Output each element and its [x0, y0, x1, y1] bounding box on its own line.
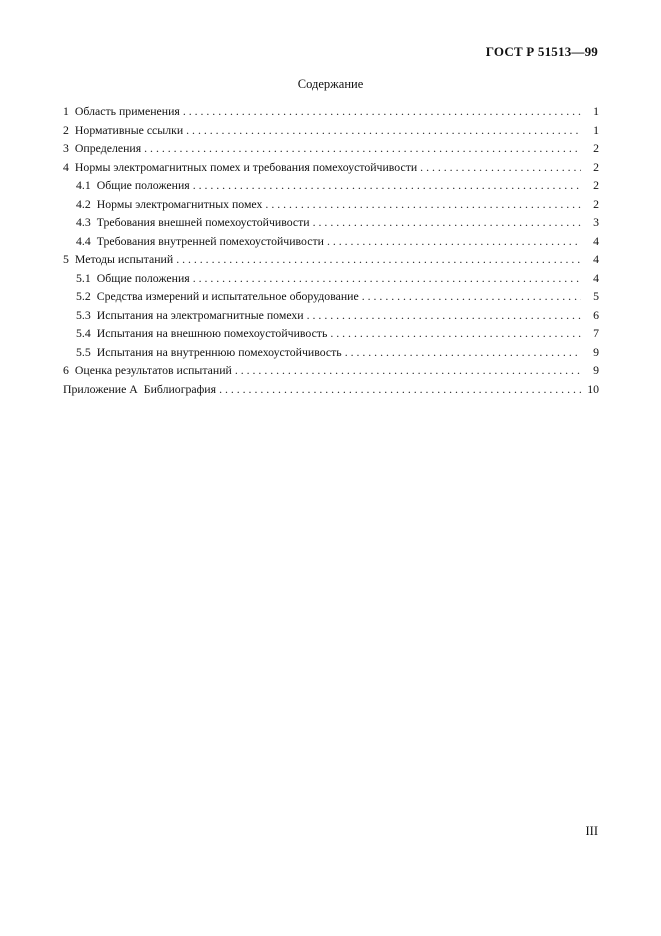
document-code: ГОСТ Р 51513—99 — [485, 44, 598, 59]
toc-leader-dots — [420, 158, 581, 177]
toc-entry-label: Общие положения — [96, 178, 190, 192]
toc-leader-dots — [307, 306, 581, 325]
toc-entry-number: 5 — [63, 252, 69, 266]
toc-subentry[interactable] — [63, 324, 599, 343]
toc-entry-label: Определения — [74, 141, 142, 155]
toc-entry-page: 4 — [593, 252, 599, 266]
toc-entry-label: Нормы электромагнитных помех и требования помехоустойчивости — [74, 159, 418, 174]
toc-entry-page: 1 — [593, 104, 599, 118]
toc-entry-page: 4 — [593, 270, 599, 285]
toc-entry-label: Требования внутренней помехоустойчивости — [96, 233, 324, 248]
page-number: III — [585, 824, 598, 838]
toc-leader-dots — [362, 287, 581, 306]
toc-entry[interactable] — [63, 139, 599, 158]
toc-entry-label: Средства измерений и испытательное оборудование — [96, 289, 359, 303]
toc-subentry[interactable] — [63, 213, 599, 232]
toc-entry-page: 9 — [593, 344, 599, 359]
toc-entry-number: 5.5 — [76, 344, 91, 359]
toc-entry-appendix[interactable] — [63, 380, 599, 399]
toc-leader-dots — [219, 380, 581, 399]
toc-leader-dots — [193, 176, 581, 195]
toc-subentry[interactable] — [63, 195, 599, 214]
toc-entry-page: 2 — [593, 159, 599, 174]
toc-entry-number: 4.3 — [76, 215, 91, 229]
toc-entry-label: Библиография — [143, 381, 217, 396]
toc-entry-label: Нормы электромагнитных помех — [96, 196, 263, 211]
toc-entry-label: Общие положения — [96, 270, 190, 285]
toc-leader-dots — [183, 102, 581, 121]
toc-entry-page: 4 — [593, 233, 599, 248]
toc-entry-page: 2 — [593, 196, 599, 211]
toc-entry-number: 6 — [63, 363, 69, 377]
toc-leader-dots — [144, 139, 581, 158]
toc-entry-number: 3 — [63, 141, 69, 155]
toc-subentry[interactable] — [63, 343, 599, 362]
toc-entry-label: Испытания на внутреннюю помехоустойчивость — [96, 344, 342, 359]
toc-entry-number: 4.1 — [76, 178, 91, 192]
toc-leader-dots — [176, 250, 581, 269]
toc-entry-page: 10 — [587, 381, 599, 396]
toc-entry-label: Требования внешней помехоустойчивости — [96, 215, 310, 229]
toc-entry-page: 1 — [593, 122, 599, 137]
toc-entry-label: Оценка результатов испытаний — [74, 363, 232, 377]
toc-entry-number: 4.4 — [76, 233, 91, 248]
toc-entry-page: 7 — [593, 326, 599, 340]
toc-leader-dots — [313, 213, 581, 232]
toc-leader-dots — [345, 343, 581, 362]
toc-entry-page: 9 — [593, 363, 599, 377]
toc-entry-label: Область применения — [74, 104, 180, 118]
toc-entry-page: 6 — [593, 307, 599, 322]
toc-entry-page: 5 — [593, 289, 599, 303]
toc-leader-dots — [235, 361, 581, 380]
toc-entry-number: 4 — [63, 159, 69, 174]
toc-subentry[interactable] — [63, 287, 599, 306]
toc-leader-dots — [327, 232, 581, 251]
toc-entry-number: 2 — [63, 122, 69, 137]
toc-entry-number: 5.3 — [76, 307, 91, 322]
toc-entry-number: 5.1 — [76, 270, 91, 285]
toc-entry-label: Испытания на электромагнитные помехи — [96, 307, 304, 322]
toc-entry[interactable] — [63, 250, 599, 269]
toc-entry-label: Испытания на внешнюю помехоустойчивость — [96, 326, 328, 340]
toc-entry-number: 5.2 — [76, 289, 91, 303]
toc-entry[interactable] — [63, 102, 599, 121]
toc-leader-dots — [265, 195, 581, 214]
toc-entry-page: 3 — [593, 215, 599, 229]
toc-subentry[interactable] — [63, 269, 599, 288]
toc-entry-label: Нормативные ссылки — [74, 122, 184, 137]
toc-subentry[interactable] — [63, 306, 599, 325]
toc-entry[interactable] — [63, 361, 599, 380]
toc-entry-number: 5.4 — [76, 326, 91, 340]
toc-leader-dots — [330, 324, 581, 343]
toc-subentry[interactable] — [63, 176, 599, 195]
toc-entry-number: 4.2 — [76, 196, 91, 211]
toc-entry-number: 1 — [63, 104, 69, 118]
toc-entry[interactable] — [63, 158, 599, 177]
toc-entry-page: 2 — [593, 178, 599, 192]
toc-title: Содержание — [297, 77, 364, 91]
toc-entry-page: 2 — [593, 141, 599, 155]
toc-subentry[interactable] — [63, 232, 599, 251]
toc-entry-number: Приложение А — [63, 381, 138, 396]
table-of-contents — [63, 102, 599, 398]
toc-entry-label: Методы испытаний — [74, 252, 174, 266]
toc-leader-dots — [186, 121, 581, 140]
toc-leader-dots — [193, 269, 581, 288]
toc-entry[interactable] — [63, 121, 599, 140]
